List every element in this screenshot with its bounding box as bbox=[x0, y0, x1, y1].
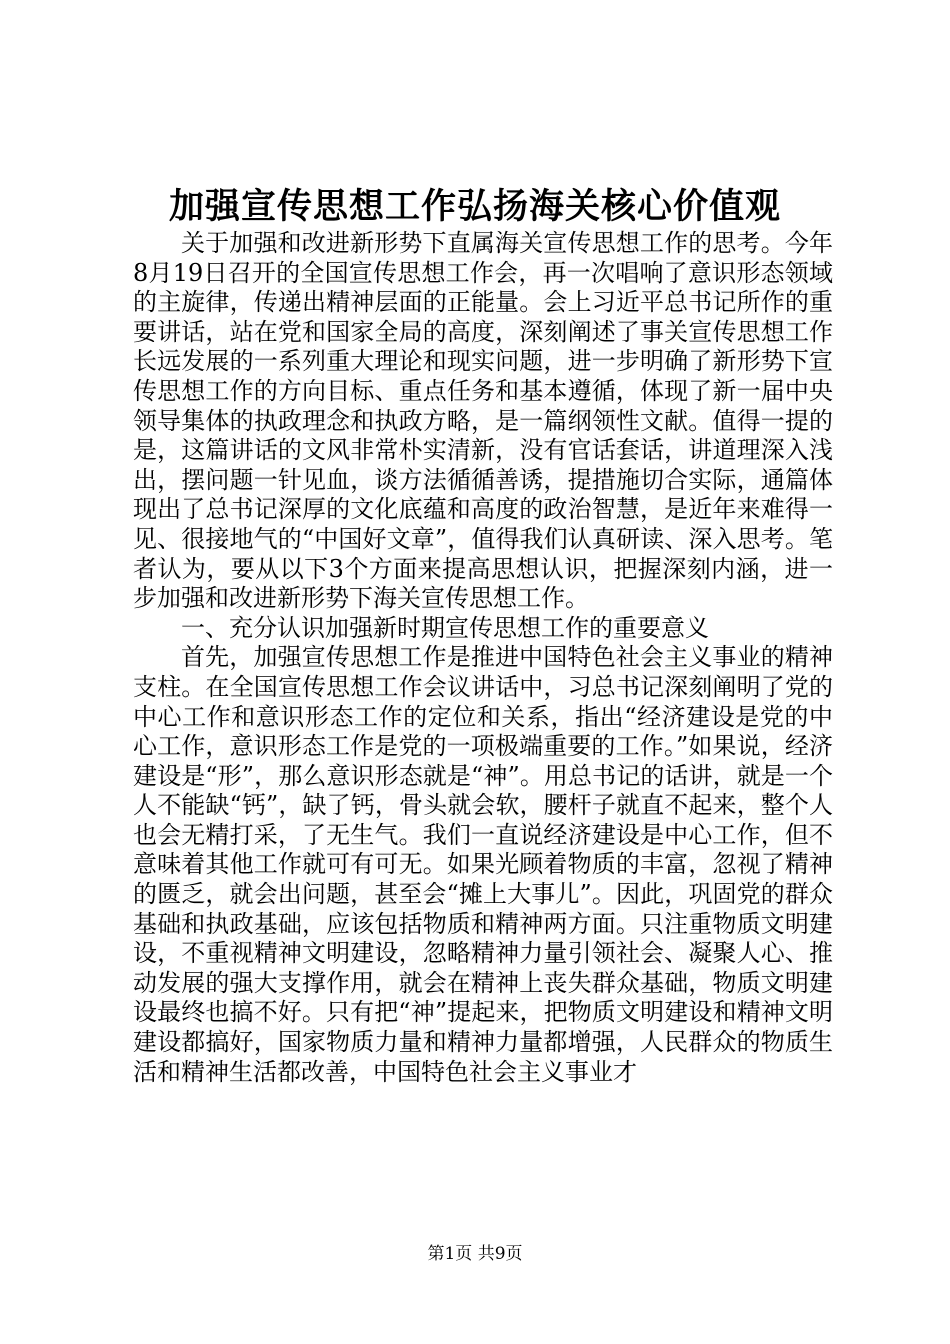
body-paragraph: 首先，加强宣传思想工作是推进中国特色社会主义事业的精神支柱。在全国宣传思想工作会议讲话中，习总书记深刻阐明了党的中心工作和意识形态工作的定位和关系，指出“经济建设是党的中心工作，意识形态工作是党的一项极端重要的工作。”如果说，经济建设是“形”，那么意识形态就是“神”。用总书记的话讲，就是一个人不能缺“钙”，缺了钙，骨头就会软，腰杆子就直不起来，整个人也会无精打采，了无生气。我们一直说经济建设是中心工作，但不意味着其他工作就可有可无。如果光顾着物质的丰富，忽视了精神的匮乏，就会出问题，甚至会“摊上大事儿”。因此，巩固党的群众基础和执政基础，应该包括物质和精神两方面。只注重物质文明建设，不重视精神文明建设，忽略精神力量引领社会、凝聚人心、推动发展的强大支撑作用，就会在精神上丧失群众基础，物质文明建设最终也搞不好。只有把“神”提起来，把物质文明建设和精神文明建设都搞好，国家物质力量和精神力量都增强，人民群众的物质生活和精神生活都改善，中国特色社会主义事业才 bbox=[133, 643, 833, 1086]
document-title: 加强宣传思想工作弘扬海关核心价值观 bbox=[168, 186, 781, 227]
page-number: 第1页 共9页 bbox=[427, 1244, 523, 1264]
intro-paragraph: 关于加强和改进新形势下直属海关宣传思想工作的思考。今年8月19日召开的全国宣传思想工作会，再一次唱响了意识形态领域的主旋律，传递出精神层面的正能量。会上习近平总书记所作的重要讲话，站在党和国家全局的高度，深刻阐述了事关宣传思想工作长远发展的一系列重大理论和现实问题，进一步明确了新形势下宣传思想工作的方向目标、重点任务和基本遵循，体现了新一届中央领导集体的执政理念和执政方略，是一篇纲领性文献。值得一提的是，这篇讲话的文风非常朴实清新，没有官话套话，讲道理深入浅出，摆问题一针见血，谈方法循循善诱，提措施切合实际，通篇体现出了总书记深厚的文化底蕴和高度的政治智慧，是近年来难得一见、很接地气的“中国好文章”，值得我们认真研读、深入思考。笔者认为，要从以下3个方面来提高思想认识，把握深刻内涵，进一步加强和改进新形势下海关宣传思想工作。 bbox=[133, 229, 833, 613]
document-body bbox=[133, 229, 833, 1087]
section-heading: 一、充分认识加强新时期宣传思想工作的重要意义 bbox=[181, 613, 709, 642]
